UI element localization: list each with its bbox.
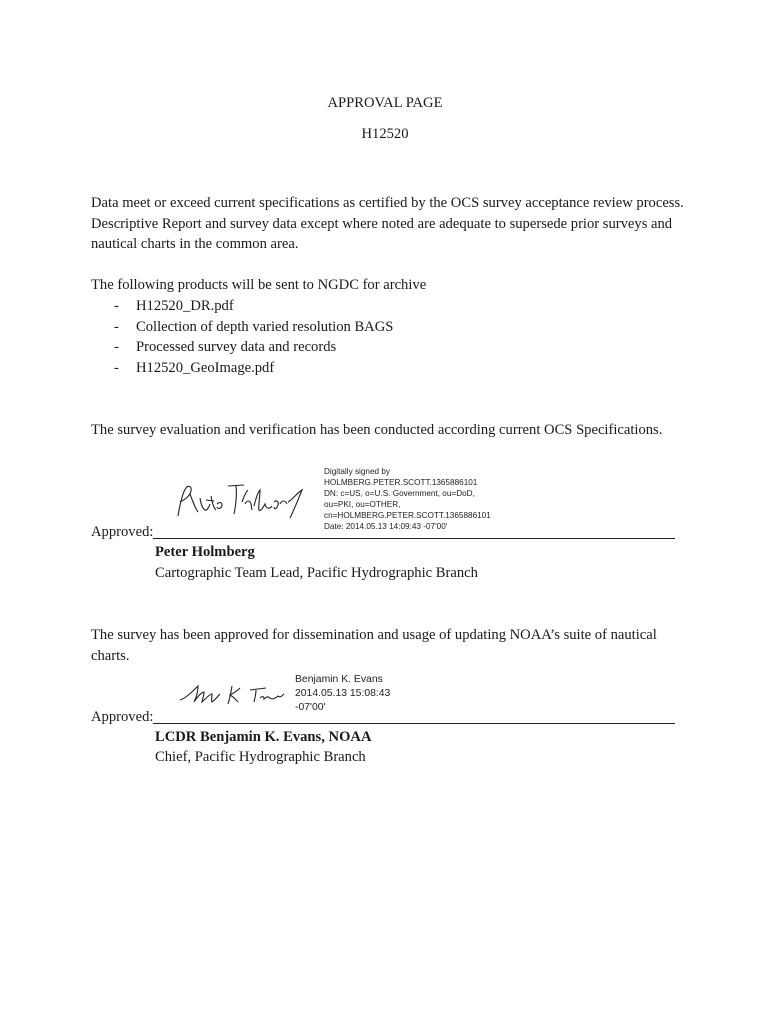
signature-line — [153, 723, 675, 724]
digital-signature-line: cn=HOLMBERG.PETER.SCOTT.1365886101 — [324, 511, 491, 520]
digital-signature-line: -07'00' — [295, 702, 326, 713]
page-title: APPROVAL PAGE — [327, 95, 443, 111]
handwritten-signature-evans — [178, 682, 290, 706]
approved-label: Approved: — [91, 524, 154, 540]
digital-signature-line: Date: 2014.05.13 14:09:43 -07'00' — [324, 522, 448, 531]
signer-name: LCDR Benjamin K. Evans, NOAA — [155, 729, 372, 745]
digital-signature-line: HOLMBERG.PETER.SCOTT.1365886101 — [324, 478, 478, 487]
bullet-dash: - — [114, 359, 119, 376]
list-item-text: Processed survey data and records — [136, 339, 337, 355]
signer-role: Chief, Pacific Hydrographic Branch — [155, 749, 366, 765]
dissemination-paragraph: The survey has been approved for dissemination and usage of updating NOAA’s suite of nautical charts. — [91, 627, 657, 664]
survey-id: H12520 — [361, 126, 409, 142]
list-item — [114, 296, 234, 317]
list-item — [114, 337, 336, 358]
digital-signature-line: Digitally signed by — [324, 467, 390, 476]
list-item — [114, 317, 393, 338]
digital-signature-line: Benjamin K. Evans — [295, 674, 383, 685]
signer-name: Peter Holmberg — [155, 544, 255, 560]
list-item — [114, 358, 274, 379]
bullet-dash: - — [114, 298, 119, 314]
archive-lead: The following products will be sent to NGDC for archive — [91, 277, 427, 293]
list-item-text: H12520_GeoImage.pdf — [136, 359, 275, 376]
digital-signature-block — [324, 466, 524, 532]
digital-signature-line: 2014.05.13 15:08:43 — [295, 688, 391, 699]
bullet-dash: - — [114, 339, 119, 355]
signer-role: Cartographic Team Lead, Pacific Hydrographic Branch — [155, 565, 478, 581]
handwritten-signature-holmberg — [170, 480, 310, 522]
digital-signature-line: ou=PKI, ou=OTHER, — [324, 500, 401, 509]
bullet-dash: - — [114, 318, 119, 335]
signature-line — [153, 538, 675, 539]
digital-signature-line: DN: c=US, o=U.S. Government, ou=DoD, — [324, 489, 475, 498]
list-item-text: Collection of depth varied resolution BAGS — [136, 318, 394, 335]
evaluation-paragraph: The survey evaluation and verification has been conducted according current OCS Specifications. — [91, 422, 663, 438]
digital-signature-block — [295, 673, 435, 715]
certification-paragraph: Data meet or exceed current specifications as certified by the OCS survey acceptance review process. Descriptive Report and survey data except where noted are adequate to supersede prior surveys and nautical charts in the common area. — [91, 195, 684, 252]
approved-label: Approved: — [91, 709, 154, 725]
list-item-text: H12520_DR.pdf — [136, 298, 234, 314]
